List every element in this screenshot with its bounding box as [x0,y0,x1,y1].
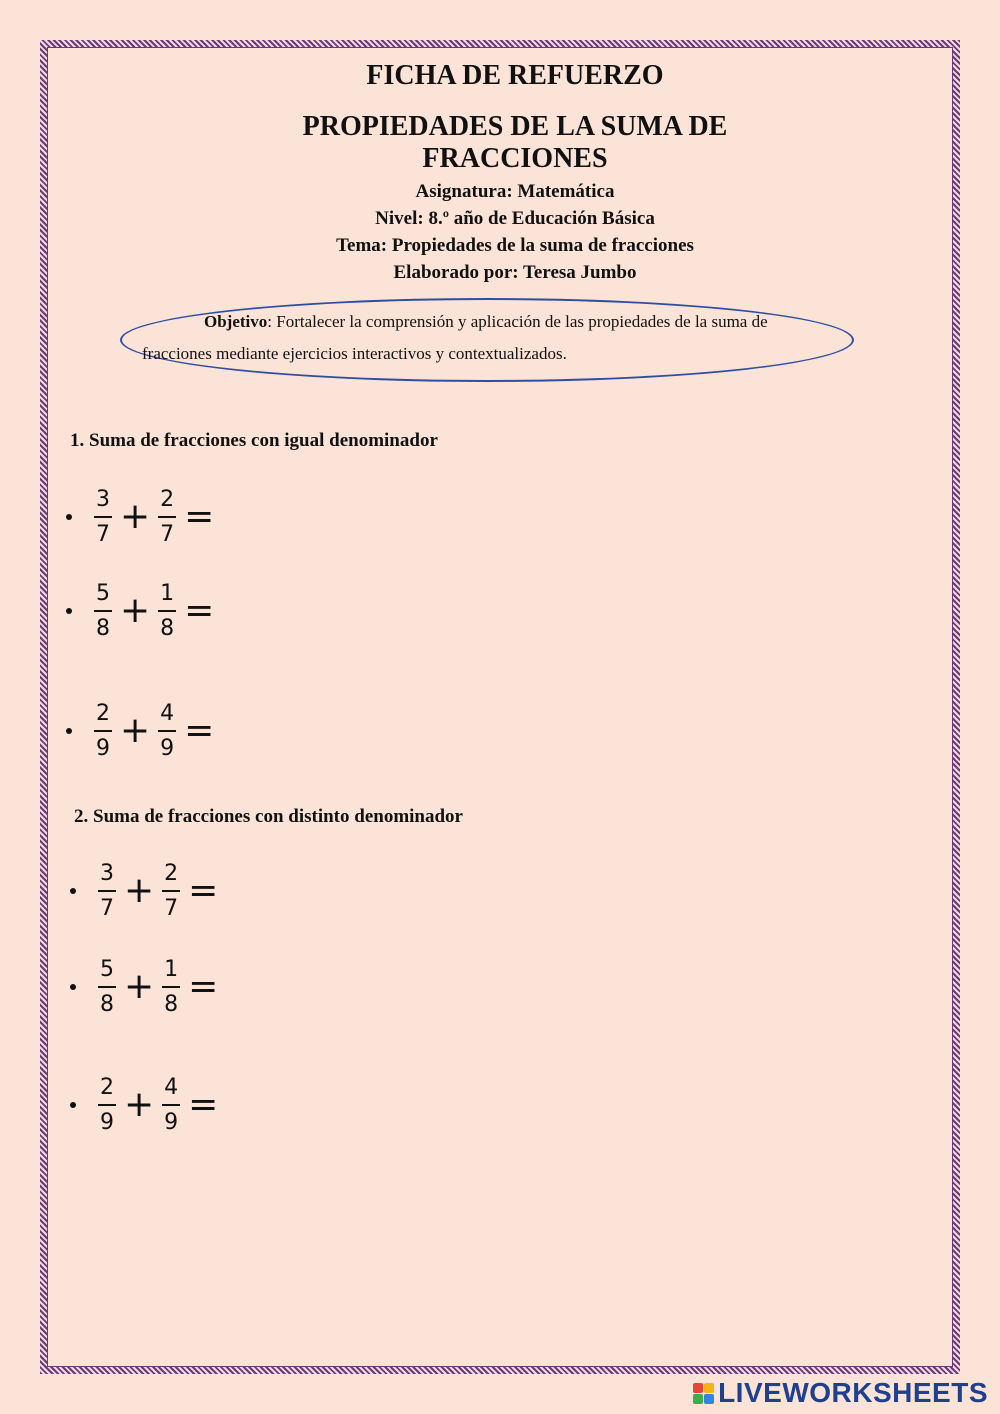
fraction-bar [98,1104,116,1106]
fraction-b [160,957,182,1018]
fraction-bar [158,610,176,612]
bullet-icon [66,728,72,734]
fraction-bar [162,1104,180,1106]
fraction-bar [158,516,176,518]
fraction-b-numerator: 1 [164,956,179,982]
equals-sign: = [184,710,215,751]
bullet-icon [66,514,72,520]
fraction-a [92,487,114,548]
plus-sign: + [124,870,155,911]
worksheet-header [0,58,1000,286]
plus-sign: + [120,496,151,537]
fraction-a-numerator: 5 [100,956,114,982]
fraction-a [96,1075,118,1136]
objective-body: : Fortalecer la comprensión y aplicación de las propiedades de la suma de fracciones mediante ejercicios interactivos y contextualizados. [142,312,768,363]
fraction-b [156,487,178,548]
fraction-a-numerator: 2 [96,700,110,726]
fraction-b [156,701,178,762]
fraction-a-numerator: 3 [100,860,114,886]
fraction-sum-expression [92,482,220,552]
fraction-a [92,701,114,762]
brand-text: LIVEWORKSHEETS [718,1377,988,1408]
fraction-bar [94,730,112,732]
plus-sign: + [120,710,151,751]
fraction-b [156,581,178,642]
equals-sign: = [184,590,215,631]
equals-sign: = [184,496,215,537]
fraction-bar [162,986,180,988]
fraction-b-denominator: 9 [160,735,175,761]
fraction-b-denominator: 8 [164,991,179,1017]
fraction-b-numerator: 4 [160,700,175,726]
bullet-icon [70,984,76,990]
topic-line: Tema: Propiedades de la suma de fracciones [336,235,694,256]
fraction-b-numerator: 1 [160,580,175,606]
fraction-b-denominator: 7 [160,521,175,547]
fraction-b [160,1075,182,1136]
fraction-b-numerator: 4 [164,1074,179,1100]
fraction-bar [94,610,112,612]
bullet-icon [70,888,76,894]
subtitle-line-2: FRACCIONES [422,143,608,174]
fraction-bar [98,986,116,988]
fraction-sum-expression [92,576,220,646]
equals-sign: = [188,870,219,911]
fraction-sum-expression [96,952,224,1022]
plus-sign: + [124,966,155,1007]
liveworksheets-brand [693,1378,988,1408]
objective-label: Objetivo [204,312,268,331]
fraction-a [96,957,118,1018]
objective-text [142,306,832,370]
fraction-a-denominator: 9 [100,1109,114,1135]
fraction-a-denominator: 8 [96,615,110,641]
fraction-bar [94,516,112,518]
section-2-title: 2. Suma de fracciones con distinto denominador [74,806,463,827]
fraction-b-numerator: 2 [160,486,175,512]
fraction-b [160,861,182,922]
equals-sign: = [188,1084,219,1125]
level-line: Nivel: 8.º año de Educación Básica [375,208,655,229]
fraction-sum-expression [96,856,224,926]
fraction-a-denominator: 7 [100,895,114,921]
fraction-bar [158,730,176,732]
fraction-bar [162,890,180,892]
equals-sign: = [188,966,219,1007]
fraction-b-denominator: 8 [160,615,175,641]
fraction-b-denominator: 9 [164,1109,179,1135]
plus-sign: + [124,1084,155,1125]
plus-sign: + [120,590,151,631]
page-title: FICHA DE REFUERZO [366,60,664,91]
fraction-sum-expression [96,1070,224,1140]
fraction-a-denominator: 9 [96,735,110,761]
subtitle-line-1: PROPIEDADES DE LA SUMA DE [302,111,728,142]
fraction-a-numerator: 5 [96,580,110,606]
fraction-bar [98,890,116,892]
subject-line: Asignatura: Matemática [415,181,615,202]
fraction-b-numerator: 2 [164,860,179,886]
fraction-a-numerator: 3 [96,486,110,512]
fraction-sum-expression [92,696,220,766]
fraction-a-numerator: 2 [100,1074,114,1100]
bullet-icon [70,1102,76,1108]
author-line: Elaborado por: Teresa Jumbo [393,262,637,283]
bullet-icon [66,608,72,614]
fraction-a [96,861,118,922]
fraction-b-denominator: 7 [164,895,179,921]
liveworksheets-logo-icon [693,1383,714,1404]
fraction-a-denominator: 7 [96,521,110,547]
fraction-a-denominator: 8 [100,991,114,1017]
fraction-a [92,581,114,642]
section-1-title: 1. Suma de fracciones con igual denominador [70,430,438,451]
